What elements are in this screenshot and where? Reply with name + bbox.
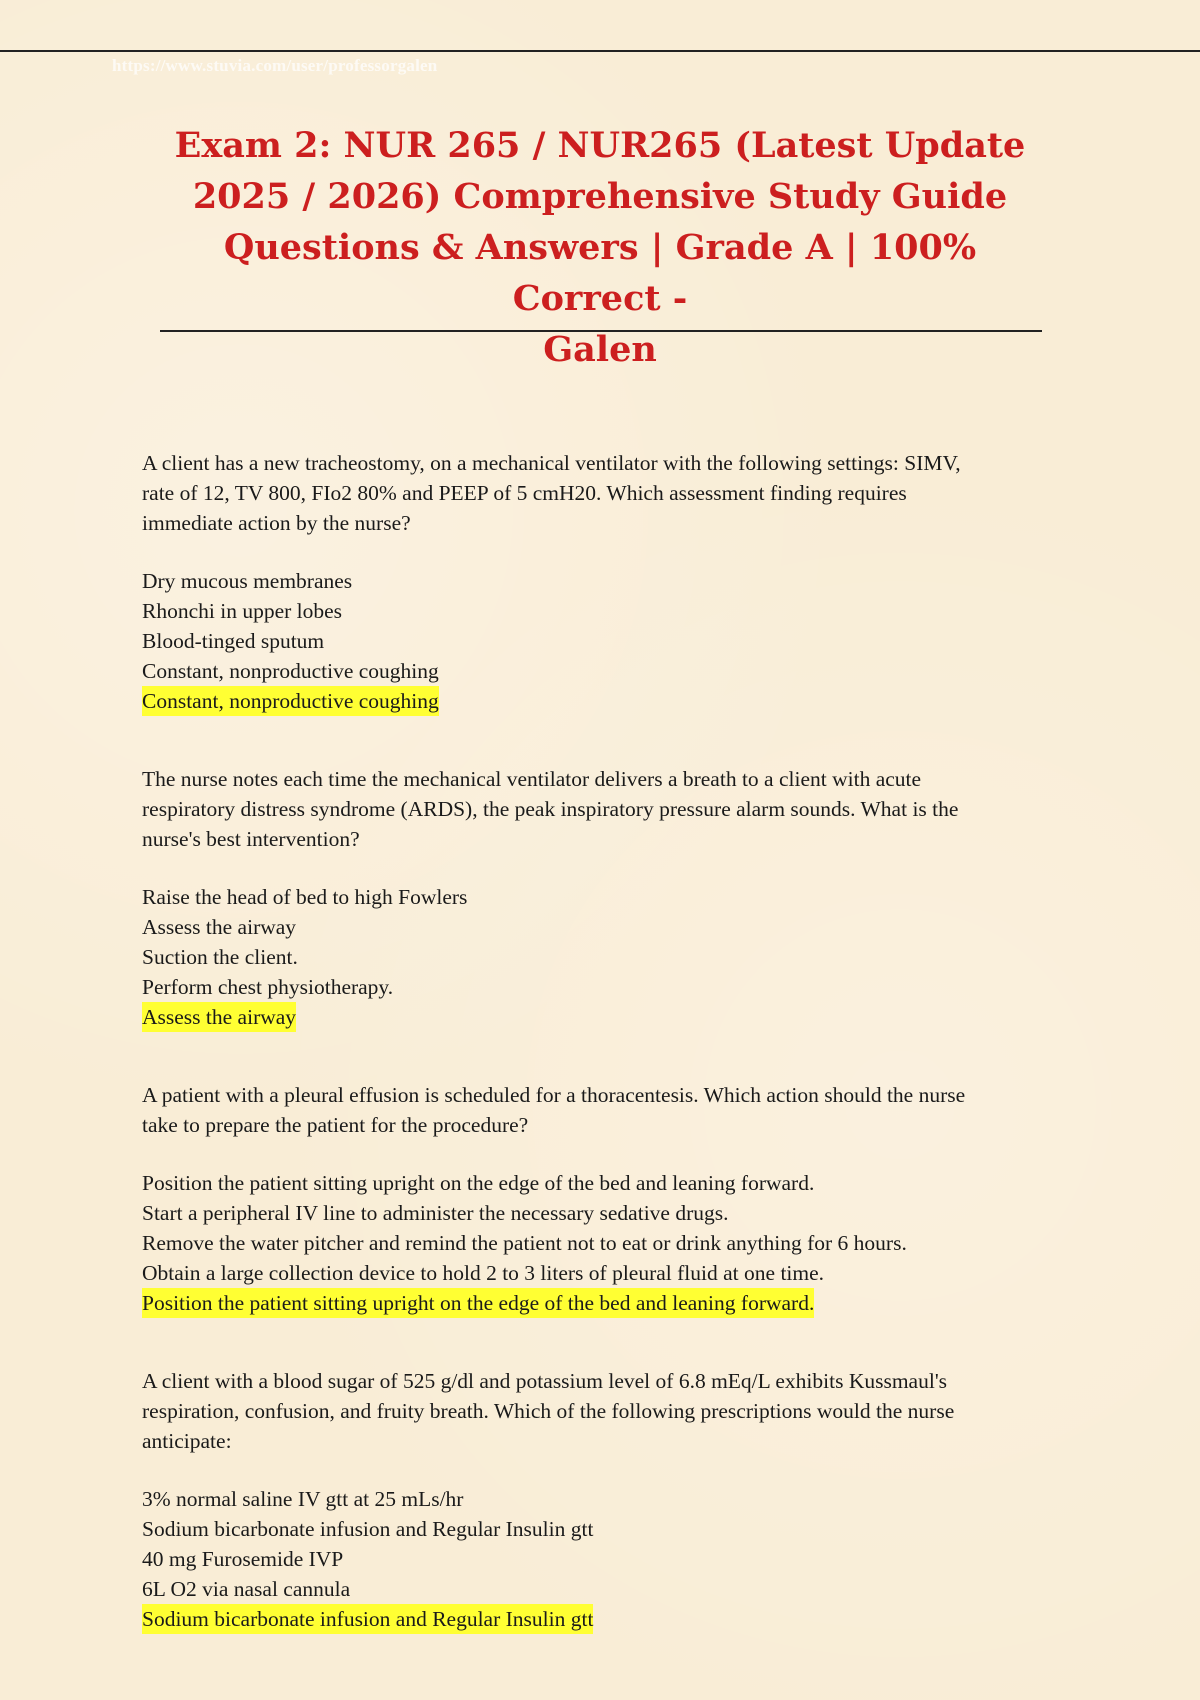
document-title: [160, 120, 1040, 375]
answer-option: Constant, nonproductive coughing: [142, 659, 439, 683]
question-line: take to prepare the patient for the procedure?: [142, 1113, 529, 1137]
option-list: [142, 882, 1062, 1032]
correct-answer-highlight: Position the patient sitting upright on the edge of the bed and leaning forward.: [142, 1288, 814, 1318]
question-line: immediate action by the nurse?: [142, 511, 411, 535]
title-line: 2025 / 2026) Comprehensive Study Guide: [192, 176, 1008, 217]
answer-option: 3% normal saline IV gtt at 25 mLs/hr: [142, 1487, 464, 1511]
answer-option: Suction the client.: [142, 945, 298, 969]
answer-option: Sodium bicarbonate infusion and Regular Insulin gtt: [142, 1517, 594, 1541]
question-block: [142, 764, 1062, 1032]
header-rule: [0, 50, 1200, 52]
question-line: nurse's best intervention?: [142, 827, 360, 851]
question-line: rate of 12, TV 800, FIo2 80% and PEEP of 5 cmH20. Which assessment finding requires: [142, 481, 907, 505]
question-line: respiration, confusion, and fruity breath. Which of the following prescriptions would the nurse: [142, 1399, 955, 1423]
question-line: The nurse notes each time the mechanical ventilator delivers a breath to a client with acute: [142, 767, 922, 791]
answer-option: 40 mg Furosemide IVP: [142, 1547, 344, 1571]
question-text: [142, 1080, 1062, 1140]
answer-option: Assess the airway: [142, 915, 297, 939]
correct-answer-highlight: Constant, nonproductive coughing: [142, 686, 439, 716]
question-block: [142, 448, 1062, 716]
question-line: A client has a new tracheostomy, on a mechanical ventilator with the following settings: SIMV,: [142, 451, 961, 475]
question-line: respiratory distress syndrome (ARDS), the peak inspiratory pressure alarm sounds. What is the: [142, 797, 959, 821]
title-line: Questions & Answers | Grade A | 100% Correct -: [223, 227, 977, 319]
question-text: [142, 448, 1062, 538]
question-text: [142, 1366, 1062, 1456]
qa-list: [142, 448, 1062, 1682]
answer-option: Raise the head of bed to high Fowlers: [142, 885, 468, 909]
question-block: [142, 1080, 1062, 1318]
answer-option: Start a peripheral IV line to administer the necessary sedative drugs.: [142, 1201, 729, 1225]
correct-answer-highlight: Sodium bicarbonate infusion and Regular Insulin gtt: [142, 1604, 593, 1634]
answer-option: Obtain a large collection device to hold 2 to 3 liters of pleural fluid at one time.: [142, 1261, 825, 1285]
watermark-url: https://www.stuvia.com/user/professorgalen: [112, 56, 438, 75]
question-line: A client with a blood sugar of 525 g/dl and potassium level of 6.8 mEq/L exhibits Kussmaul's: [142, 1369, 948, 1393]
answer-option: Remove the water pitcher and remind the patient not to eat or drink anything for 6 hours.: [142, 1231, 907, 1255]
answer-option: Position the patient sitting upright on the edge of the bed and leaning forward.: [142, 1171, 815, 1195]
option-list: [142, 1168, 1062, 1318]
answer-option: Blood-tinged sputum: [142, 629, 325, 653]
answer-option: Dry mucous membranes: [142, 569, 353, 593]
correct-answer-highlight: Assess the airway: [142, 1002, 296, 1032]
title-divider: [160, 330, 1042, 332]
question-line: A patient with a pleural effusion is scheduled for a thoracentesis. Which action should the nurse: [142, 1083, 966, 1107]
answer-option: Rhonchi in upper lobes: [142, 599, 343, 623]
title-line: Galen: [543, 329, 657, 370]
question-block: [142, 1366, 1062, 1634]
option-list: [142, 1484, 1062, 1634]
question-line: anticipate:: [142, 1429, 232, 1453]
answer-option: 6L O2 via nasal cannula: [142, 1577, 351, 1601]
question-text: [142, 764, 1062, 854]
answer-option: Perform chest physiotherapy.: [142, 975, 394, 999]
option-list: [142, 566, 1062, 716]
title-line: Exam 2: NUR 265 / NUR265 (Latest Update: [174, 125, 1026, 166]
